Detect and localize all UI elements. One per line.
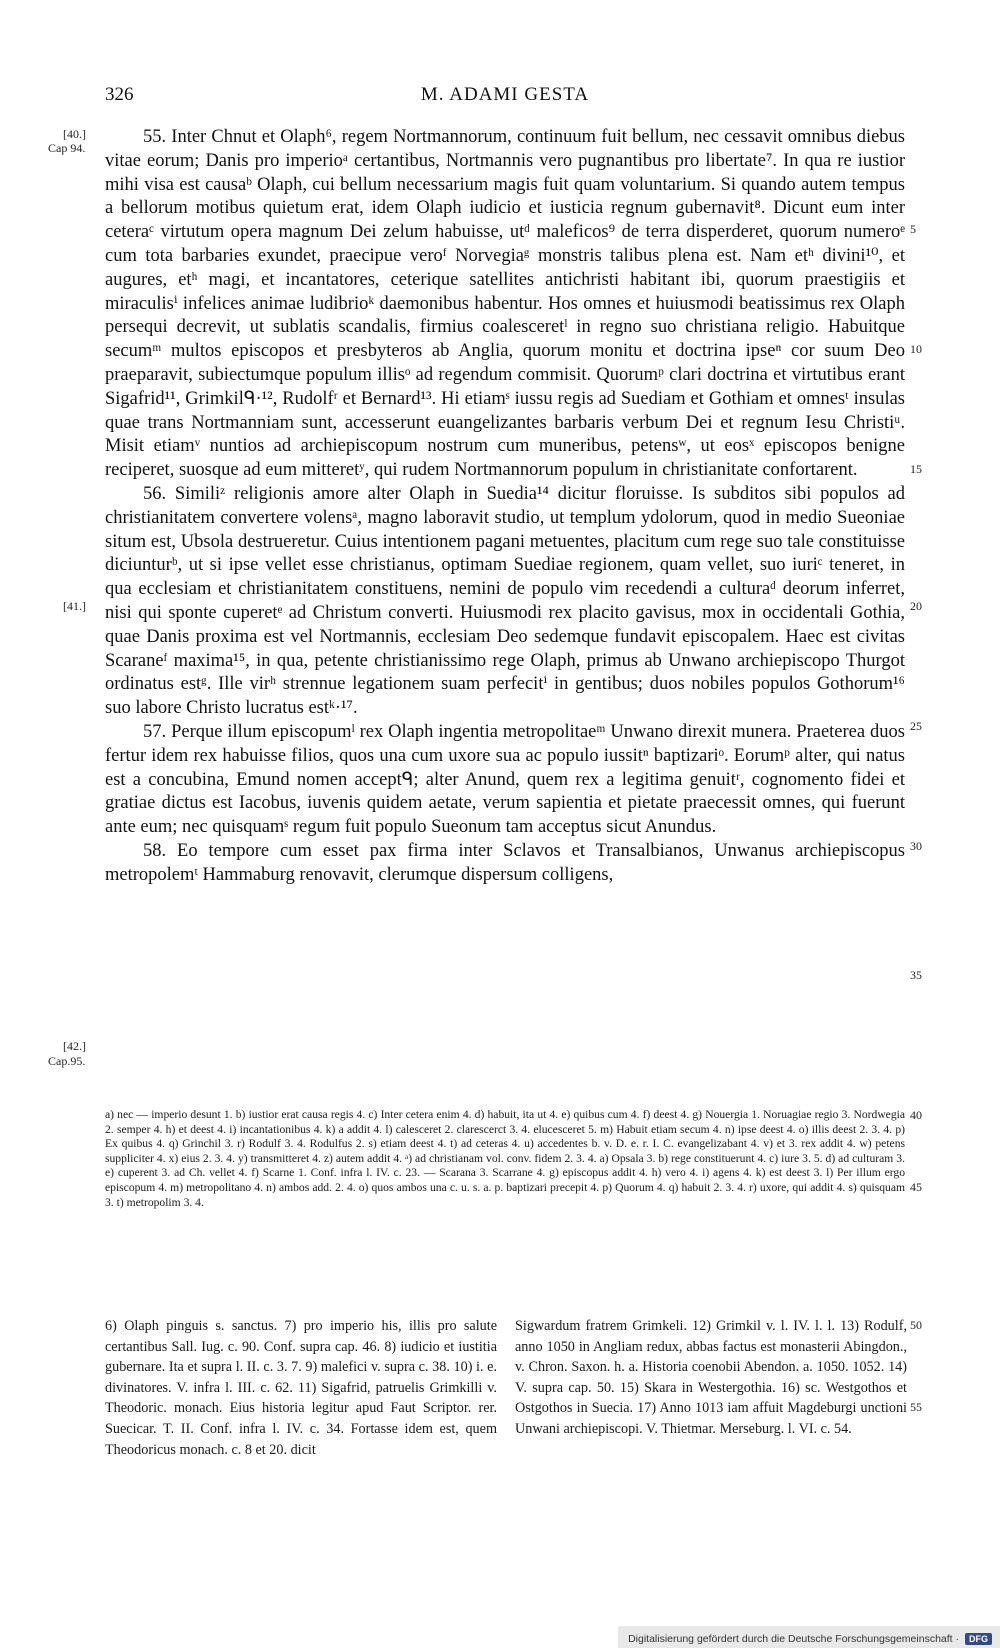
running-title: M. ADAMI GESTA bbox=[420, 84, 590, 105]
page-number: 326 bbox=[105, 84, 134, 105]
line-number: 50 bbox=[910, 1318, 922, 1332]
footnotes-left-column bbox=[105, 1316, 497, 1460]
chapter-57: 57. Perque illum episcopumˡ rex Olaph ingentia metropolitaeᵐ Unwano direxit munera. Praeterea duos fertur idem rex habuisse filios, quos una cum uxore sua ac populo iussitⁿ baptizariᵒ. Eorumᵖ alter, qui natus est a concubina, Emund nomen acceptᑫ; alter Anund, quem rex a legitima genuitʳ, cognomento fidei et gratiae dictus est Iacobus, iuvenis quidem aetate, verum sapientia et pietate praecessit omnes, qui fuerunt ante eum; nec quisquamˢ regum fuit populo Sueonum tam acceptus sicut Anundus. bbox=[105, 721, 905, 838]
line-number: 10 bbox=[910, 342, 922, 356]
margin-cap-ch58: Cap.95. bbox=[48, 1054, 86, 1068]
chapter-58: 58. Eo tempore cum esset pax firma inter Sclavos et Transalbianos, Unwanus archiepiscopus metropolemᵗ Hammaburg renovavit, clerumque dispersum colligens, bbox=[105, 840, 905, 885]
funding-text: Digitalisierung gefördert durch die Deutsche Forschungsgemeinschaft · bbox=[628, 1633, 959, 1645]
main-text bbox=[105, 126, 905, 888]
line-number: 5 bbox=[910, 222, 916, 236]
dfg-logo: DFG bbox=[965, 1633, 992, 1645]
line-number: 20 bbox=[910, 599, 922, 613]
footnotes-right-column bbox=[515, 1316, 907, 1440]
margin-ref-ch56: [41.] bbox=[63, 599, 86, 613]
margin-ref-ch58: [42.] bbox=[63, 1039, 86, 1053]
margin-cap-ch55: Cap 94. bbox=[48, 141, 86, 155]
line-number: 55 bbox=[910, 1400, 922, 1414]
line-number: 30 bbox=[910, 839, 922, 853]
footnotes-right-text: Sigwardum fratrem Grimkeli. 12) Grimkil v. l. IV. l. l. 13) Rodulf, anno 1050 in Angliam redux, abbas factus est monasterii Abingdon., v. Chron. Saxon. h. a. Historia coenobii Abendon. a. 1050. 1052. 14) V. supra cap. 50. 15) Skara in Westergothia. 16) sc. Westgothos et Ostgothos in Suecia. 17) Anno 1013 iam affuit Magdeburgi unctioni Unwani archiepiscopi. V. Thietmar. Merseburg. l. VI. c. 54. bbox=[515, 1318, 907, 1437]
line-number: 15 bbox=[910, 462, 922, 476]
funding-footer bbox=[618, 1626, 1000, 1648]
line-number: 25 bbox=[910, 719, 922, 733]
line-number: 35 bbox=[910, 968, 922, 982]
line-number: 45 bbox=[910, 1180, 922, 1194]
chapter-56: 56. Similiᶻ religionis amore alter Olaph in Suedia¹⁴ dicitur floruisse. Is subditos sibi populos ad christianitatem convertere volensᵃ, magno laboravit studio, ut templum ydolorum, quod in medio Sueoniae situm est, Ubsola destrueretur. Cuius intentionem pagani metuentes, placitum cum rege suo tale constituisse diciunturᵇ, ut si ipse vellet esse christianus, optimam Suediae regionem, quam vellet, suo iuriᶜ teneret, in qua ecclesiam et christianitatem constituens, nemini de populo vim recedendi a culturaᵈ deorum inferret, nisi qui sponte cuperetᵉ ad Christum converti. Huiusmodi rex placito gavisus, mox in occidentali Gothia, quae Danis proxima est vel Nortmannis, ecclesiam Deo sedemque fundavit episcopalem. Haec est civitas Scaraneᶠ maxima¹⁵, in qua, petente christianissimo rege Olaph, primus ab Unwano archiepiscopo Thurgot ordinatus estᵍ. Ille virʰ strennue legationem suam perfecitⁱ in gentibus; duos nobiles populos Gothorum¹⁶ suo labore Christo lucratus estᵏ·¹⁷. bbox=[105, 483, 905, 719]
margin-ref-ch55: [40.] bbox=[63, 127, 86, 141]
chapter-55: 55. Inter Chnut et Olaph⁶, regem Nortmannorum, continuum fuit bellum, nec cessavit omnibus diebus vitae eorum; Danis pro imperioᵃ certantibus, Nortmannis vero pugnantibus pro libertate⁷. In qua re iustior mihi visa est causaᵇ Olaph, cui bellum necessarium magis fuit quam voluntarium. Si quando autem tempus a bellorum motibus quietum erat, idem Olaph iudicio et iusticia regnum gubernavit⁸. Dicunt eum inter ceteraᶜ virtutum opera magnum Dei zelum habuisse, utᵈ maleficos⁹ de terra disperderet, quorum numeroᵉ cum tota barbaries exundet, praecipue veroᶠ Norvegiaᵍ monstris talibus plena est. Nam etʰ divini¹⁰, et augures, etʰ magi, et incantatores, ceterique satellites antichristi habitant ibi, quorum praestigiis et miraculisⁱ infelices animae ludibrioᵏ daemonibus habentur. Hos omnes et huiusmodi beatissimus rex Olaph persequi decrevit, ut sublatis scandalis, firmius coalesceretˡ in regno suo christiana religio. Habuitque secumᵐ multos episcopos et presbyteros ab Anglia, quorum monitu et doctrina ipseⁿ cor suum Deo praeparavit, subiectumque populum illisᵒ ad regendum commisit. Quorumᵖ clari doctrina et virtutibus erant Sigafrid¹¹, Grimkilᑫ·¹², Rudolfʳ et Bernard¹³. Hi etiamˢ iussu regis ad Suediam et Gothiam et omnesᵗ insulas quae trans Nortmanniam sunt, accesserunt euangelizantes barbaris verbum Dei et regnum Iesu Christiᵘ. Misit etiamᵛ nuntios ad archiepiscopum nostrum cum muneribus, petensʷ, ut eosˣ episcopos benigne reciperet, suosque ad eum mitteretʸ, qui rudem Nortmannorum populum in christianitate confortarent. bbox=[105, 127, 905, 481]
footnotes-left-text: 6) Olaph pinguis s. sanctus. 7) pro imperio his, illis pro salute certantibus Sall. Iug. c. 90. Conf. supra cap. 46. 8) iudicio et iustitia gubernare. Ita et supra l. II. c. 3. 7. 9) malefici v. supra c. 38. 10) i. e. divinatores. V. infra l. III. c. 62. 11) Sigafrid, patruelis Grimkilli v. Theodoric. monach. Eius historia legitur apud Faut Scriptor. rer. Suecicar. T. II. Conf. infra l. IV. c. 34. Fortasse idem est, quem Theodoricus monach. c. 8 et 20. dicit bbox=[105, 1318, 497, 1458]
apparatus-text: a) nec — imperio desunt 1. b) iustior erat causa regis 4. c) Inter cetera enim 4. d) habuit, ita ut 4. e) quibus cum 4. f) deest 4. g) Nouergia 1. Noruagiae regio 3. Nordwegia 2. semper 4. h) et deest 4. i) incantationibus 4. k) a addit 4. l) calesceret 2. clarescerct 3. 4. elucesceret 5. m) Habuit etiam secum 4. n) ipse deest 4. o) illis deest 2. 3. 4. p) Ex quibus 4. q) Grinchil 3. r) Rodulf 3. 4. Rodulfus 2. s) etiam deest 4. t) ad ceteras 4. u) accedentes b. v. D. e. r. I. C. evangelizabant 4. v) et 3. rex addit 4. w) petens suppliciter 4. x) eius 2. 3. 4. y) transmitteret 4. z) autem addit 4. ᵃ) ad christianam vol. conv. fidem 2. 3. 4. a) Opsala 3. b) rege constituerunt 4. c) iure 3. 5. d) ad culturam 3. e) cuperent 3. ad Ch. vellet 4. f) Scarne 1. Conf. infra l. IV. c. 23. — Scarana 3. Scarrane 4. g) episcopus addit 4. h) vero 4. i) agens 4. k) est deest 3. l) Per illum ergo episcopum 4. m) metropolitano 4. n) ambos add. 2. 4. o) quos ambos una c. u. s. a. p. baptizari precepit 4. p) Quorum 4. q) habuit 2. 3. 4. r) uxore, qui addit 4. s) quisquam 3. t) metropolim 3. 4. bbox=[105, 1108, 905, 1209]
page-header bbox=[105, 84, 905, 108]
critical-apparatus bbox=[105, 1108, 905, 1210]
line-number: 40 bbox=[910, 1108, 922, 1122]
